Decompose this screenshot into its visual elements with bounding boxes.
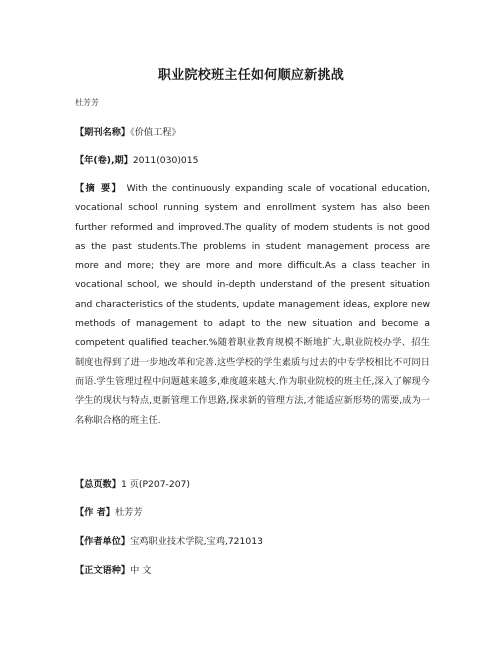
page-count-value: 1 页(P207-207) — [120, 479, 190, 490]
author-label: 【作 者】 — [75, 507, 115, 518]
journal-label: 【期刊名称】 — [75, 127, 131, 138]
author-field — [75, 503, 430, 523]
year-issue-value: 2011(030)015 — [132, 155, 199, 166]
page-count-label: 【总页数】 — [75, 479, 121, 490]
abstract-label: 【摘 要】 — [75, 183, 123, 194]
language-label: 【正文语种】 — [75, 565, 131, 576]
affiliation-field — [75, 532, 430, 552]
year-issue-label: 【年(卷),期】 — [75, 155, 133, 166]
year-issue-field — [75, 151, 430, 171]
byline: 杜芳芳 — [75, 98, 99, 107]
language-value: 中 文 — [130, 565, 152, 576]
journal-field — [75, 123, 430, 143]
page-count-field — [75, 475, 430, 495]
journal-value: 《价值工程》 — [130, 127, 181, 138]
affiliation-value: 宝鸡职业技术学院,宝鸡,721013 — [130, 536, 263, 547]
document-title: 职业院校班主任如何顺应新挑战 — [157, 68, 345, 83]
abstract-field — [75, 179, 430, 430]
language-field — [75, 561, 430, 581]
affiliation-label: 【作者单位】 — [75, 536, 131, 547]
abstract-text: With the continuously expanding scale of vocational education, vocational school running system and enrollment system has also been further reformed and improved.The quality of modem students is not good as the past students.The problems in student management process are more and more; they are more and more difficult.As a class teacher in vocational school, we should in-depth understand of the present situation and characteristics of the students, update management ideas, explore new methods of management to adapt to the new situation and become a competent qualified teacher.%随着职业教育规模不断地扩大,职业院校办学、招生制度也得到了进一步地改革和完善.这些学校的学生素质与过去的中专学校相比不可同日而语.学生管理过程中问题越来越多,难度越来越大.作为职业院校的班主任,深入了解现今学生的现状与特点,更新管理工作思路,探求新的管理方法,才能适应新形势的需要,成为一名称职合格的班主任. — [75, 183, 430, 426]
author-value: 杜芳芳 — [114, 507, 143, 518]
